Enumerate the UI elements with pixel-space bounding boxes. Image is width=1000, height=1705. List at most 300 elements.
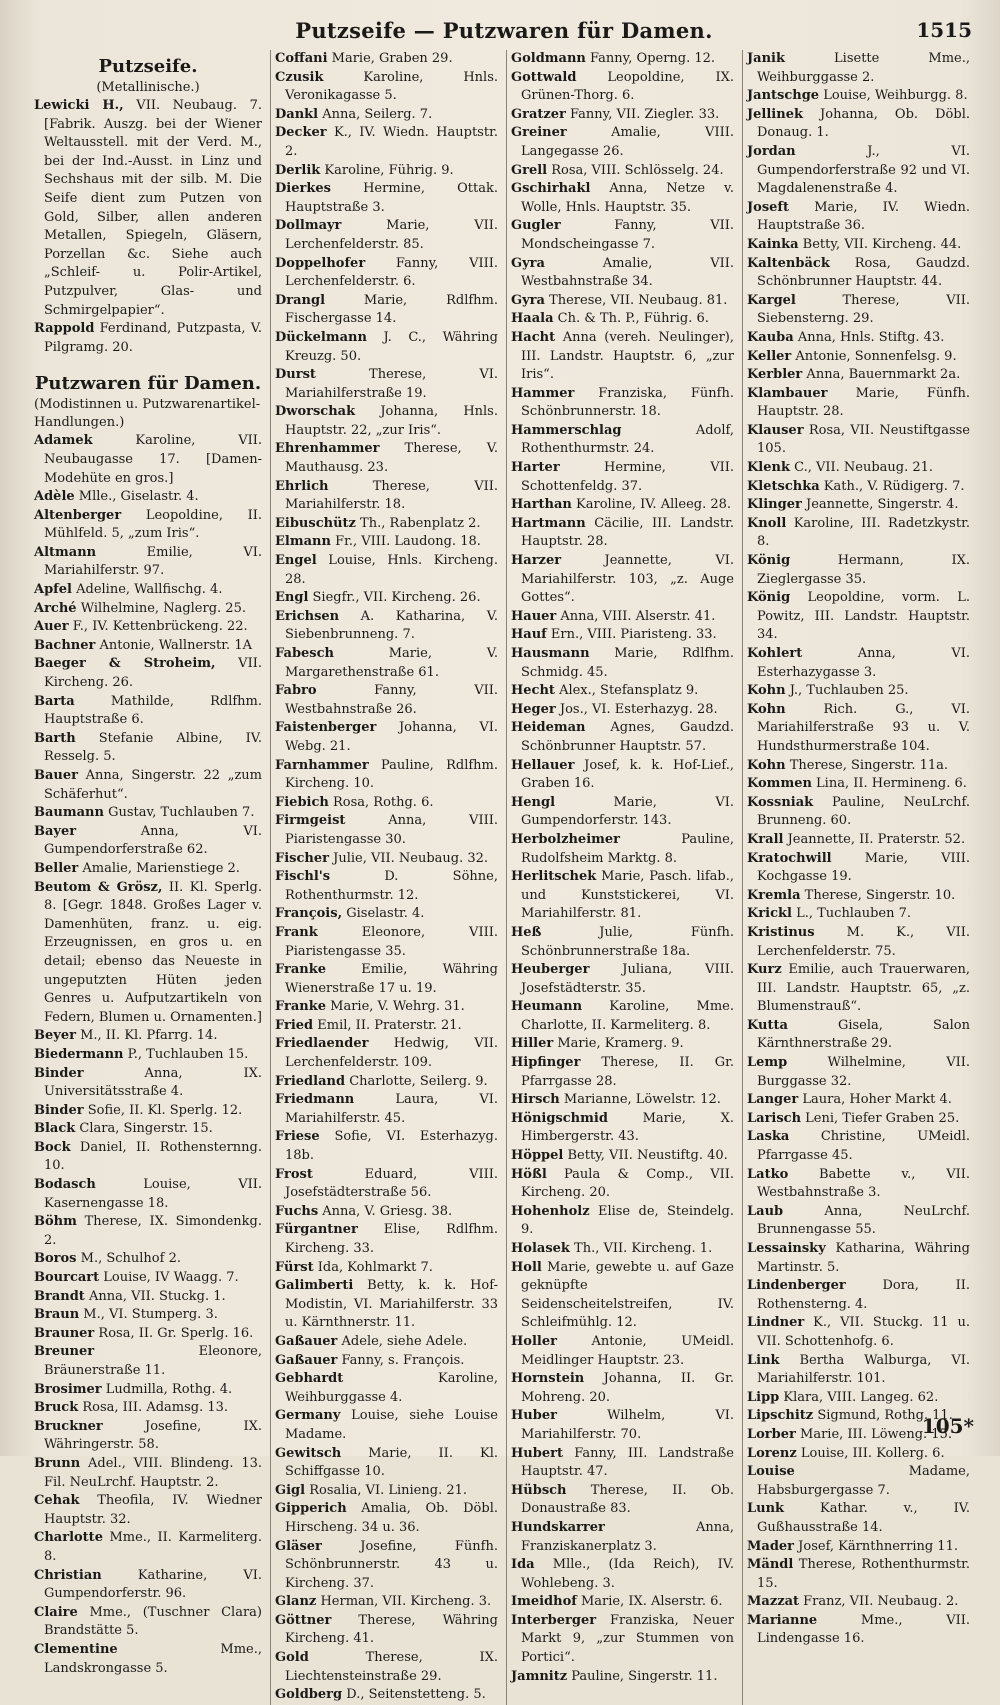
entry-details: Elise, Rdlfhm. Kircheng. 33.	[285, 1222, 498, 1256]
entry-name: Hornstein	[511, 1371, 585, 1387]
directory-entry	[747, 1091, 970, 1110]
entry-name: Firmgeist	[275, 813, 346, 829]
directory-entry	[747, 292, 970, 329]
entry-name: Altmann	[34, 544, 97, 560]
entry-details: Johanna, VI. Webg. 21.	[285, 720, 498, 754]
directory-entry	[34, 432, 262, 488]
directory-entry	[747, 794, 970, 831]
entry-name: Auer	[34, 619, 69, 635]
entry-details: Daniel, II. Rothensternng. 10.	[44, 1139, 262, 1174]
directory-entry	[275, 1333, 498, 1352]
directory-entry	[747, 366, 970, 385]
entry-name: Kaltenbäck	[747, 255, 830, 271]
directory-entry	[747, 199, 970, 236]
entry-details: Marie, III. Löweng. 15.	[795, 1426, 952, 1442]
entry-details: Wilhelmine, Naglerg. 25.	[76, 600, 246, 616]
entry-details: Rosa, VIII. Schlösselg. 24.	[547, 162, 724, 178]
entry-details: C., VII. Neubaug. 21.	[789, 460, 934, 476]
directory-entry	[275, 757, 498, 794]
directory-entry	[275, 850, 498, 869]
directory-entry	[34, 655, 262, 692]
directory-entry	[747, 143, 970, 199]
directory-entry	[34, 730, 262, 767]
entry-details: Paula & Comp., VII. Kircheng. 20.	[521, 1166, 734, 1201]
entry-name: Breuner	[34, 1344, 95, 1360]
directory-entry	[275, 1035, 498, 1072]
directory-entry	[511, 552, 734, 608]
entry-details: D. Söhne, Rothenthurmstr. 12.	[285, 869, 498, 903]
directory-entry	[34, 600, 262, 619]
directory-entry	[511, 1091, 734, 1110]
entry-name: Link	[747, 1352, 780, 1368]
entry-details: J. C., Währing Kreuzg. 50.	[285, 329, 498, 364]
entry-name: Louise	[747, 1464, 795, 1480]
directory-entry	[275, 961, 498, 998]
directory-entry	[747, 1128, 970, 1165]
entry-details: Jeannette, II. Praterstr. 52.	[783, 831, 966, 847]
entry-details: Jeannette, Singerstr. 4.	[801, 497, 959, 513]
entry-details: Rich. G., VI. Mariahilferstraße 93 u. V. Hundsthurmerstraße 104.	[757, 701, 970, 754]
directory-entry	[34, 1567, 262, 1604]
entry-details: Mlle., Giselastr. 4.	[74, 489, 199, 505]
section-heading: Putzseife.	[98, 56, 198, 77]
signature-mark: 105*	[921, 1414, 974, 1438]
entry-details: Stefanie Albine, IV. Resselg. 5.	[44, 730, 262, 765]
section-heading: Putzwaren für Damen.	[34, 373, 262, 395]
entry-name: Holasek	[511, 1241, 570, 1256]
entry-name: Böhm	[34, 1214, 77, 1230]
entry-name: Charlotte	[34, 1530, 103, 1546]
entry-name: Harter	[511, 460, 560, 476]
entry-details: Josef, k. k. Hof-Lief., Graben 16.	[521, 757, 734, 792]
entry-name: Kohn	[747, 683, 786, 699]
entry-details: Therese, IX. Simondenkg. 2.	[44, 1214, 262, 1248]
entry-name: Baeger & Stroheim,	[34, 656, 216, 672]
entry-name: Hubert	[511, 1445, 563, 1461]
entry-name: Göttner	[275, 1612, 332, 1628]
entry-name: Hönigschmid	[511, 1110, 608, 1126]
entry-details: Charlotte, Seilerg. 9.	[345, 1073, 488, 1089]
entry-name: Braun	[34, 1307, 80, 1323]
entry-details: Antonie, Sonnenfelsg. 9.	[791, 348, 957, 364]
column-3	[506, 50, 738, 1705]
entry-details: Madame, Habsburgergasse 7.	[757, 1464, 970, 1498]
entry-name: Bodasch	[34, 1177, 96, 1193]
entry-details: Marie, II. Kl. Schiffgasse 10.	[285, 1445, 498, 1480]
entry-name: Klenk	[747, 460, 790, 476]
directory-entry	[511, 310, 734, 329]
entry-details: Mme., Landskrongasse 5.	[44, 1641, 262, 1676]
directory-entry	[34, 1455, 262, 1492]
entry-name: Jordan	[747, 143, 796, 159]
entry-details: Josef, Kärnthnerring 11.	[794, 1538, 958, 1554]
directory-entry	[275, 1277, 498, 1333]
directory-entry	[747, 236, 970, 255]
directory-entry	[747, 1240, 970, 1277]
directory-entry	[275, 1221, 498, 1258]
directory-entry	[511, 794, 734, 831]
entry-name: Fürgantner	[275, 1222, 358, 1238]
entry-details: Adolf, Rothenthurmstr. 24.	[521, 422, 734, 457]
entry-details: Rosa, VII. Neustiftgasse 105.	[757, 422, 970, 457]
entry-name: Kurz	[747, 962, 782, 978]
entry-details: Therese, IX. Liechtensteinstraße 29.	[285, 1650, 498, 1684]
entry-name: Hohenholz	[511, 1203, 590, 1219]
entry-details: Marie, gewebte u. auf Gaze geknüpfte Seidenscheitelstreifen, IV. Schleifmühlg. 12.	[521, 1259, 734, 1331]
directory-entry	[275, 1091, 498, 1128]
entry-name: Kauba	[747, 329, 794, 345]
entry-details: Sofie, VI. Esterhazyg. 18b.	[285, 1129, 498, 1164]
entry-name: Bock	[34, 1139, 71, 1155]
directory-entry	[34, 804, 262, 823]
entry-details: Betty, k. k. Hof-Modistin, VI. Mariahilferstr. 33 u. Kärnthnerstr. 11.	[285, 1278, 498, 1331]
entry-name: Dworschak	[275, 404, 356, 420]
directory-entry	[747, 1352, 970, 1389]
entry-details: Anna, Franziskanerplatz 3.	[521, 1519, 734, 1554]
entry-name: Knoll	[747, 515, 787, 531]
directory-entry	[34, 1288, 262, 1307]
directory-entry	[275, 217, 498, 254]
entry-details: Karoline, III. Radetzkystr. 8.	[757, 515, 970, 550]
entry-name: Klauser	[747, 422, 804, 438]
entry-details: J., Tuchlauben 25.	[785, 683, 909, 699]
entry-name: Kohn	[747, 701, 786, 717]
entry-details: Marie, Graben 29.	[327, 51, 453, 66]
entry-details: Laura, VI. Mariahilferstr. 45.	[285, 1092, 498, 1126]
entry-name: Franke	[275, 962, 327, 978]
directory-entry	[511, 50, 734, 69]
entry-name: Fuchs	[275, 1203, 319, 1219]
entry-name: Clementine	[34, 1641, 118, 1657]
entry-details: Mlle., (Ida Reich), IV. Wohlebeng. 3.	[521, 1557, 734, 1591]
entry-name: Galimberti	[275, 1278, 354, 1294]
directory-entry	[34, 1418, 262, 1455]
entry-details: J., VI. Gumpendorferstraße 92 und VI. Magdalenenstraße 4.	[757, 143, 970, 197]
entry-details: F., IV. Kettenbrückeng. 22.	[68, 619, 248, 635]
directory-entry	[747, 831, 970, 850]
directory-entry	[34, 320, 262, 357]
entry-name: Durst	[275, 367, 316, 383]
entry-details: Louise, siehe Louise Madame.	[285, 1408, 498, 1442]
entry-name: Friedland	[275, 1073, 346, 1089]
directory-entry	[747, 385, 970, 422]
entry-details: Dora, II. Rothensterng. 4.	[757, 1278, 970, 1312]
entry-details: VII. Kircheng. 26.	[44, 656, 262, 691]
entry-details: Anna, Singerstr. 22 „zum Schäferhut“.	[44, 768, 262, 802]
entry-name: Mader	[747, 1538, 795, 1554]
entry-details: Sigmund, Rothg. 11.	[813, 1408, 953, 1424]
directory-entry	[747, 589, 970, 645]
directory-entry	[511, 1407, 734, 1444]
directory-entry	[275, 180, 498, 217]
directory-entry	[275, 1649, 498, 1686]
directory-entry	[747, 961, 970, 1017]
entry-details: Karoline, IV. Alleeg. 28.	[571, 497, 732, 513]
directory-entry	[275, 1612, 498, 1649]
directory-entry	[747, 1166, 970, 1203]
directory-entry	[275, 608, 498, 645]
entry-details: Karoline, Hnls. Veronikagasse 5.	[285, 69, 498, 104]
entry-name: Cehak	[34, 1493, 80, 1509]
directory-entry	[34, 1306, 262, 1325]
entry-name: Lessainsky	[747, 1241, 826, 1256]
directory-entry	[275, 645, 498, 682]
entry-name: Latko	[747, 1166, 789, 1182]
entry-details: Marie, X. Himbergerstr. 43.	[521, 1110, 734, 1145]
entry-name: Laska	[747, 1129, 790, 1145]
entry-name: Krickl	[747, 906, 792, 922]
entry-name: Frank	[275, 924, 318, 940]
entry-name: Brandt	[34, 1288, 85, 1304]
directory-entry	[511, 682, 734, 701]
entry-name: Kossniak	[747, 794, 814, 810]
entry-name: Barth	[34, 730, 76, 746]
directory-entry	[275, 69, 498, 106]
entry-details: Jos., VI. Esterhazyg. 28.	[555, 701, 718, 717]
directory-entry	[511, 1166, 734, 1203]
entry-name: Friese	[275, 1129, 320, 1145]
entry-name: Elmann	[275, 534, 331, 550]
entry-details: Rosalia, VI. Linieng. 21.	[305, 1482, 468, 1498]
entry-name: Kremla	[747, 887, 801, 903]
entry-name: Bauer	[34, 768, 78, 783]
entry-name: Gaßauer	[275, 1333, 338, 1349]
entry-name: Krall	[747, 831, 784, 847]
directory-entry	[747, 478, 970, 497]
entry-details: Karoline, Weihburggasse 4.	[285, 1371, 498, 1405]
entry-details: Eduard, VIII. Josefstädterstraße 56.	[285, 1166, 498, 1201]
directory-entry	[747, 1389, 970, 1408]
directory-entry	[511, 1519, 734, 1556]
entry-name: Kratochwill	[747, 850, 832, 866]
entry-name: Hecht	[511, 683, 555, 699]
directory-entry	[34, 507, 262, 544]
entry-name: Laub	[747, 1203, 784, 1219]
entry-details: Therese, Währing Kircheng. 41.	[285, 1612, 498, 1647]
directory-entry	[747, 1593, 970, 1612]
directory-entry	[511, 1035, 734, 1054]
entry-name: Brunn	[34, 1455, 81, 1471]
directory-entry	[275, 1407, 498, 1444]
directory-entry	[747, 682, 970, 701]
entry-details: Johanna, Hnls. Hauptstr. 22, „zur Iris“.	[285, 404, 498, 438]
entry-details: Rosa, III. Adamsg. 13.	[78, 1400, 229, 1416]
entry-details: Josefine, IX. Währingerstr. 58.	[44, 1418, 262, 1453]
entry-details: D., Seitenstetteng. 5.	[342, 1687, 486, 1703]
entry-details: Therese, V. Mauthausg. 23.	[285, 441, 498, 476]
entry-details: Marie, Rdlfhm. Fischergasse 14.	[285, 292, 498, 327]
directory-entry	[34, 544, 262, 581]
directory-entry	[747, 1463, 970, 1500]
entry-name: Ehrlich	[275, 478, 329, 494]
entry-details: Th., Rabenplatz 2.	[355, 515, 481, 531]
directory-columns	[34, 50, 974, 1703]
entry-name: Gschirhakl	[511, 181, 591, 197]
entry-name: Goldmann	[511, 51, 586, 66]
entry-details: Leopoldine, IX. Grünen-Thorg. 6.	[521, 69, 734, 104]
entry-name: Black	[34, 1121, 76, 1137]
directory-entry	[275, 1352, 498, 1371]
entry-details: Fanny, III. Landstraße Hauptstr. 47.	[521, 1445, 734, 1480]
directory-entry	[747, 329, 970, 348]
entry-details: Ida, Kohlmarkt 7.	[313, 1259, 433, 1275]
directory-entry	[275, 682, 498, 719]
entry-name: Friedmann	[275, 1092, 355, 1108]
entry-name: Hellauer	[511, 757, 575, 773]
entry-name: Janik	[747, 51, 785, 66]
entry-name: Haala	[511, 311, 554, 327]
entry-details: Therese, II. Ob. Donaustraße 83.	[521, 1482, 734, 1517]
directory-entry	[275, 478, 498, 515]
directory-entry	[275, 1482, 498, 1501]
directory-entry	[747, 1110, 970, 1129]
entry-name: König	[747, 553, 791, 569]
entry-details: Clara, Singerstr. 15.	[75, 1121, 213, 1137]
directory-entry	[747, 1017, 970, 1054]
entry-details: VII. Neubaug. 7. [Fabrik. Auszg. bei der Wiener Weltausstell. mit der Verd. M., bei der Ind.-Ausst. in Linz und Sechshaus mit der silb. M. Die Seife dient zum Putzen von Gold, Silber, allen anderen Metallen, Spiegeln, Gläsern, Porzellan &c. Siehe auch „Schleif- u. Polir-Artikel, Putzpulver, Glas- und Schmirgelpapier“.	[44, 98, 262, 318]
entry-name: Kristinus	[747, 924, 815, 940]
entry-name: Fabro	[275, 683, 317, 699]
entry-name: Heger	[511, 701, 556, 717]
entry-name: Greiner	[511, 125, 567, 141]
directory-entry	[747, 775, 970, 794]
entry-details: M., Schulhof 2.	[76, 1251, 181, 1267]
entry-details: Louise, Weihburgg. 8.	[819, 88, 968, 104]
directory-entry	[34, 693, 262, 730]
entry-name: Kommen	[747, 776, 812, 792]
entry-name: Beyer	[34, 1028, 76, 1044]
entry-details: Adele, siehe Adele.	[337, 1333, 468, 1349]
entry-name: Claire	[34, 1604, 78, 1620]
entry-name: Lunk	[747, 1501, 785, 1517]
entry-name: Imeidhof	[511, 1594, 577, 1610]
directory-entry	[747, 850, 970, 887]
directory-entry	[275, 440, 498, 477]
entry-details: Giselastr. 4.	[342, 906, 425, 922]
directory-entry	[747, 106, 970, 143]
entry-name: Hengl	[511, 794, 556, 810]
entry-name: Lorber	[747, 1426, 796, 1442]
directory-entry	[511, 1482, 734, 1519]
entry-name: Bayer	[34, 823, 77, 839]
entry-details: Johanna, II. Gr. Mohreng. 20.	[521, 1371, 734, 1405]
directory-entry	[34, 1065, 262, 1102]
directory-entry	[34, 1641, 262, 1678]
entry-details: Fr., VIII. Laudong. 18.	[330, 534, 481, 550]
entry-name: Holler	[511, 1333, 557, 1349]
directory-entry	[511, 757, 734, 794]
entry-details: Emilie, VI. Mariahilferstr. 97.	[44, 544, 262, 579]
section-note: (Metallinische.)	[96, 80, 200, 95]
entry-name: Klambauer	[747, 385, 828, 401]
directory-entry	[511, 1147, 734, 1166]
entry-name: Gold	[275, 1650, 309, 1666]
entry-name: Czusik	[275, 69, 324, 85]
entry-details: Fanny, VII. Mondscheingasse 7.	[521, 218, 734, 252]
entry-name: Brauner	[34, 1325, 95, 1341]
directory-entry	[34, 767, 262, 804]
entry-name: Lindenberger	[747, 1278, 846, 1294]
entry-details: Mme., (Tuschner Clara) Brandstätte 5.	[44, 1604, 262, 1639]
directory-entry	[275, 124, 498, 161]
entry-details: Emilie, Währing Wienerstraße 17 u. 19.	[285, 962, 498, 996]
entry-name: Ida	[511, 1557, 535, 1573]
directory-entry	[275, 812, 498, 849]
entry-details: Franz, VII. Neubaug. 2.	[799, 1594, 959, 1610]
entry-name: Barta	[34, 693, 75, 709]
entry-details: Anna, Netze v. Wolle, Hnls. Hauptstr. 35.	[521, 181, 734, 215]
entry-name: Joseft	[747, 199, 790, 215]
entry-details: Therese, Singerstr. 11a.	[785, 757, 949, 773]
entry-name: Marianne	[747, 1612, 818, 1628]
directory-entry	[275, 589, 498, 608]
directory-entry	[747, 645, 970, 682]
entry-name: Germany	[275, 1408, 341, 1424]
entry-details: Theofila, IV. Wiedner Hauptstr. 32.	[44, 1493, 262, 1527]
entry-details: Therese, VII. Siebensterng. 29.	[757, 292, 970, 327]
entry-name: Lemp	[747, 1055, 788, 1071]
entry-name: Hacht	[511, 329, 556, 345]
entry-name: Rappold	[34, 321, 95, 337]
entry-name: Fabesch	[275, 646, 334, 661]
entry-details: Lina, II. Hermineng. 6.	[811, 776, 967, 792]
entry-name: Kainka	[747, 236, 799, 252]
directory-entry	[34, 637, 262, 656]
entry-name: Arché	[34, 600, 77, 616]
entry-details: Antonie, UMeidl. Meidlinger Hauptstr. 23.	[521, 1333, 734, 1368]
directory-entry	[511, 124, 734, 161]
entry-details: Hedwig, VII. Lerchenfelderstr. 109.	[285, 1036, 498, 1071]
entry-details: Marie, IV. Wiedn. Hauptstraße 36.	[757, 199, 970, 234]
entry-details: Elise de, Steindelg. 9.	[521, 1203, 734, 1238]
directory-entry	[275, 1128, 498, 1165]
directory-entry	[511, 69, 734, 106]
directory-entry	[747, 1203, 970, 1240]
entry-name: Bruck	[34, 1400, 79, 1416]
entry-details: Mme., II. Karmeliterg. 8.	[44, 1530, 262, 1564]
entry-name: Dückelmann	[275, 329, 367, 345]
entry-name: Lewicki H.,	[34, 98, 124, 113]
entry-details: II. Kl. Sperlg. 8. [Gegr. 1848. Großes Lager v. Damenhüten, franz. u. eig. Erzeugnissen, en gros u. en detail; ebenso das Neueste in ungeputzten Hüten jeden Genres u. Aufputzartikeln von Federn, Blumen u. Ornamenten.]	[44, 879, 262, 1025]
directory-entry	[747, 887, 970, 906]
page-title: Putzseife — Putzwaren für Damen.	[295, 18, 713, 43]
entry-details: Betty, VII. Neustiftg. 40.	[563, 1148, 728, 1164]
entry-details: Babette v., VII. Westbahnstraße 3.	[757, 1166, 970, 1201]
entry-name: Frost	[275, 1166, 313, 1182]
entry-name: Lorenz	[747, 1445, 797, 1461]
entry-details: Louise, IV Waagg. 7.	[99, 1270, 239, 1286]
entry-details: Rosa, Rothg. 6.	[328, 794, 434, 810]
entry-name: Lindner	[747, 1315, 805, 1331]
directory-entry	[34, 488, 262, 507]
directory-entry	[275, 255, 498, 292]
entry-name: Apfel	[34, 582, 72, 598]
directory-entry	[747, 1538, 970, 1557]
entry-name: Engel	[275, 553, 317, 569]
directory-entry	[511, 719, 734, 756]
entry-details: Anna, VI. Esterhazygasse 3.	[757, 646, 970, 680]
entry-name: Lipp	[747, 1389, 780, 1405]
directory-entry	[511, 1445, 734, 1482]
entry-details: Marie, VIII. Kochgasse 19.	[757, 850, 970, 885]
entry-name: Heß	[511, 924, 542, 940]
entry-details: Pauline, Rdlfhm. Kircheng. 10.	[285, 757, 498, 792]
page-header	[34, 18, 974, 50]
directory-entry	[511, 1259, 734, 1333]
directory-entry	[511, 1556, 734, 1593]
entry-details: Marie, IX. Alserstr. 6.	[576, 1594, 723, 1610]
entry-name: Mändl	[747, 1557, 794, 1573]
